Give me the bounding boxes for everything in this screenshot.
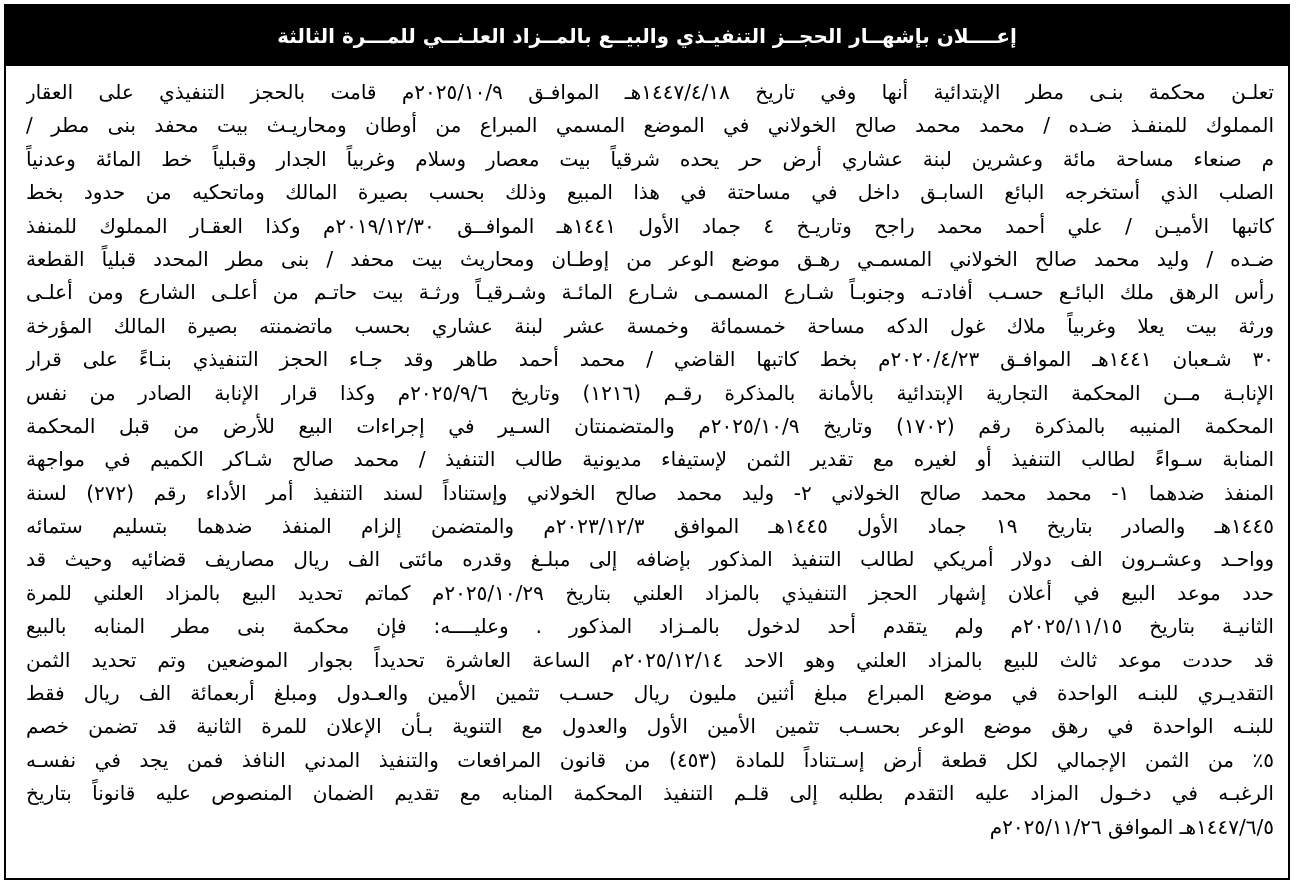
announcement-title: إعــــلان بإشهــار الحجــز التنفيـذي والبيــع بالمــزاد العلـنــي للمـــرة الثالثة (277, 24, 1017, 48)
title-banner (6, 6, 1288, 66)
body-line: التقديـري للبنـه الواحدة في موضع المبراع مبلغ أثنين مليون ريال حسـب تثمين الأمين والعـدول ومبلغ أربعمائة الف ريال فقط (26, 681, 1274, 706)
body-line: ١٤٤٧/٦/٥هـ الموافق ٢٠٢٥/١١/٢٦م (989, 814, 1274, 839)
body-line: المملوك للمنفـذ ضـده / محمد محمد صالح الخولاني في الموضع المسمي المبراع من أوطان ومحاريـث بيت محفد بنى مطر / (26, 113, 1274, 138)
body-line: المنفذ ضدهما ١- محمد محمد صالح الخولاني ٢- وليد محمد صالح الخولاني وإستناداً لسند التنفيذ أمر الأداء رقم (٢٧٢) لسنة (26, 480, 1274, 505)
body-line: ٥٪ من الثمن الإجمالي لكل قطعة أرض إسـتناداً للمادة (٤٥٣) من قانون المرافعات والتنفيذ المدني النافذ فمن يجد في نفسـه (26, 747, 1274, 772)
body-line: للبنـه الواحدة في رهق موضع الوعر بحسـب تثمين الأمين الأول والعدول مع التنوية بـأن الإعلان للمرة الثانية قد تضمن خصم (26, 714, 1274, 739)
body-line: ضـده / وليد محمد صالح الخولاني المسمـي رهـق موضع الوعر من إوطـان ومحاريث بيت محفد / بنى مطر المحدد قبلياً القطعة (26, 246, 1274, 271)
body-line: الصلب الذي أستخرجه البائع السابـق داخل في مساحتة في هذا المبيع وذلك بحسب بصيرة المالك وماتحكيه من حدود بخط (26, 180, 1274, 205)
body-line: وواحـد وعشـرون الف دولار أمريكي لطالب التنفيذ المذكور بإضافه إلى مبلـغ وقدره مائتى الف ريال مصاريف قضائيه وحيث قد (26, 547, 1274, 572)
body-line: تعلـن محكمة بنـى مطر الإبتدائية أنها وفي تاريخ ١٤٤٧/٤/١٨هـ الموافـق ٢٠٢٥/١٠/٩م قامت بالحجز التنفيذي على العقار (26, 80, 1274, 104)
body-line: م صنعاء مساحة مائة وعشرين لبنة عشاري أرض حر يحده شرقياً بيت معصار وسلام وغربياً الجدار وقبلياً خط المائة وعدنياً (26, 146, 1274, 171)
body-line: الثانيـة بتاريخ ٢٠٢٥/١١/١٥م ولم يتقدم أحد لدخول بالمـزاد المذكور . وعليــــه: فإن محكمة بنى مطر المنابه بالبيع (26, 614, 1274, 639)
body-line: المحكمة المنيبه بالمذكرة رقم (١٧٠٢) وتاريخ ٢٠٢٥/١٠/٩م والمتضمنتان السـير في إجراءات البيع للأرض من قبل المحكمة (26, 413, 1274, 438)
body-line: الإنابـة مــن المحكمة التجارية الإبتدائية بالأمانة بالمذكرة رقـم (١٢١٦) وتاريخ ٢٠٢٥/٩/٦م وكذا قرار الإنابة الصادر من نفس (26, 380, 1274, 405)
body-line: ورثة بيت يعلا وغربياً ملاك غول الدكه مساحة خمسمائة وخمسة عشر لبنة عشاري بحسب ماتضمنته بصيرة المالك المؤرخة (26, 313, 1274, 338)
announcement-frame (4, 4, 1290, 880)
body-line: ١٤٤٥هـ والصادر بتاريخ ١٩ جماد الأول ١٤٤٥هـ الموافق ٢٠٢٣/١٢/٣م والمتضمن إلزام المنفذ ضدهما بتسليم ستمائه (26, 514, 1274, 539)
body-line: الرغبـه في دخـول المزاد عليه التقدم بطلبه إلى قلـم التنفيذ المحكمة المنابه مع تقديم الضمان المنصوص عليه قانوناً بتاريخ (26, 781, 1274, 806)
body-line: قد حددت موعد ثالث للبيع بالمزاد العلني وهو الاحد ٢٠٢٥/١٢/١٤م الساعة العاشرة تحديداً بجوار الموضعين وتم تحديد الثمن (26, 647, 1274, 672)
body-line: كاتبها الأميـن / علي أحمد محمد راجح وتاريـخ ٤ جماد الأول ١٤٤١هـ الموافــق ٢٠١٩/١٢/٣٠م وكذا العقـار المملوك للمنفذ (26, 213, 1274, 238)
body-line: ٣٠ شـعبان ١٤٤١هـ الموافـق ٢٠٢٠/٤/٢٣م بخط كاتبها القاضي / محمد أحمد طاهر وقد جـاء الحجز التنفيذي بنـاءً على قرار (26, 347, 1274, 372)
body-line: المنابة سـواءً لطالب التنفيذ أو لغيره مع تقدير الثمن لإستيفاء مديونية طالب التنفيذ / محمد صالح شـاكر الكميم في مواجهة (26, 447, 1274, 472)
announcement-body (26, 76, 1274, 844)
body-line: حدد موعد البيع في أعلان إشهار الحجز التنفيذي بالمزاد العلني بتاريخ ٢٠٢٥/١٠/٢٩م كماتم تحديد البيع بالمزاد العلني للمرة (26, 580, 1274, 605)
body-line: رأس الرهق ملك البائـع حسـب أفادتـه وجنوبـاً شـارع المسمـى شـارع المائـة وشـرقيـاً ورثـة بيت حاتـم من أعلـى الشارع ومن أعلـى (26, 280, 1274, 305)
